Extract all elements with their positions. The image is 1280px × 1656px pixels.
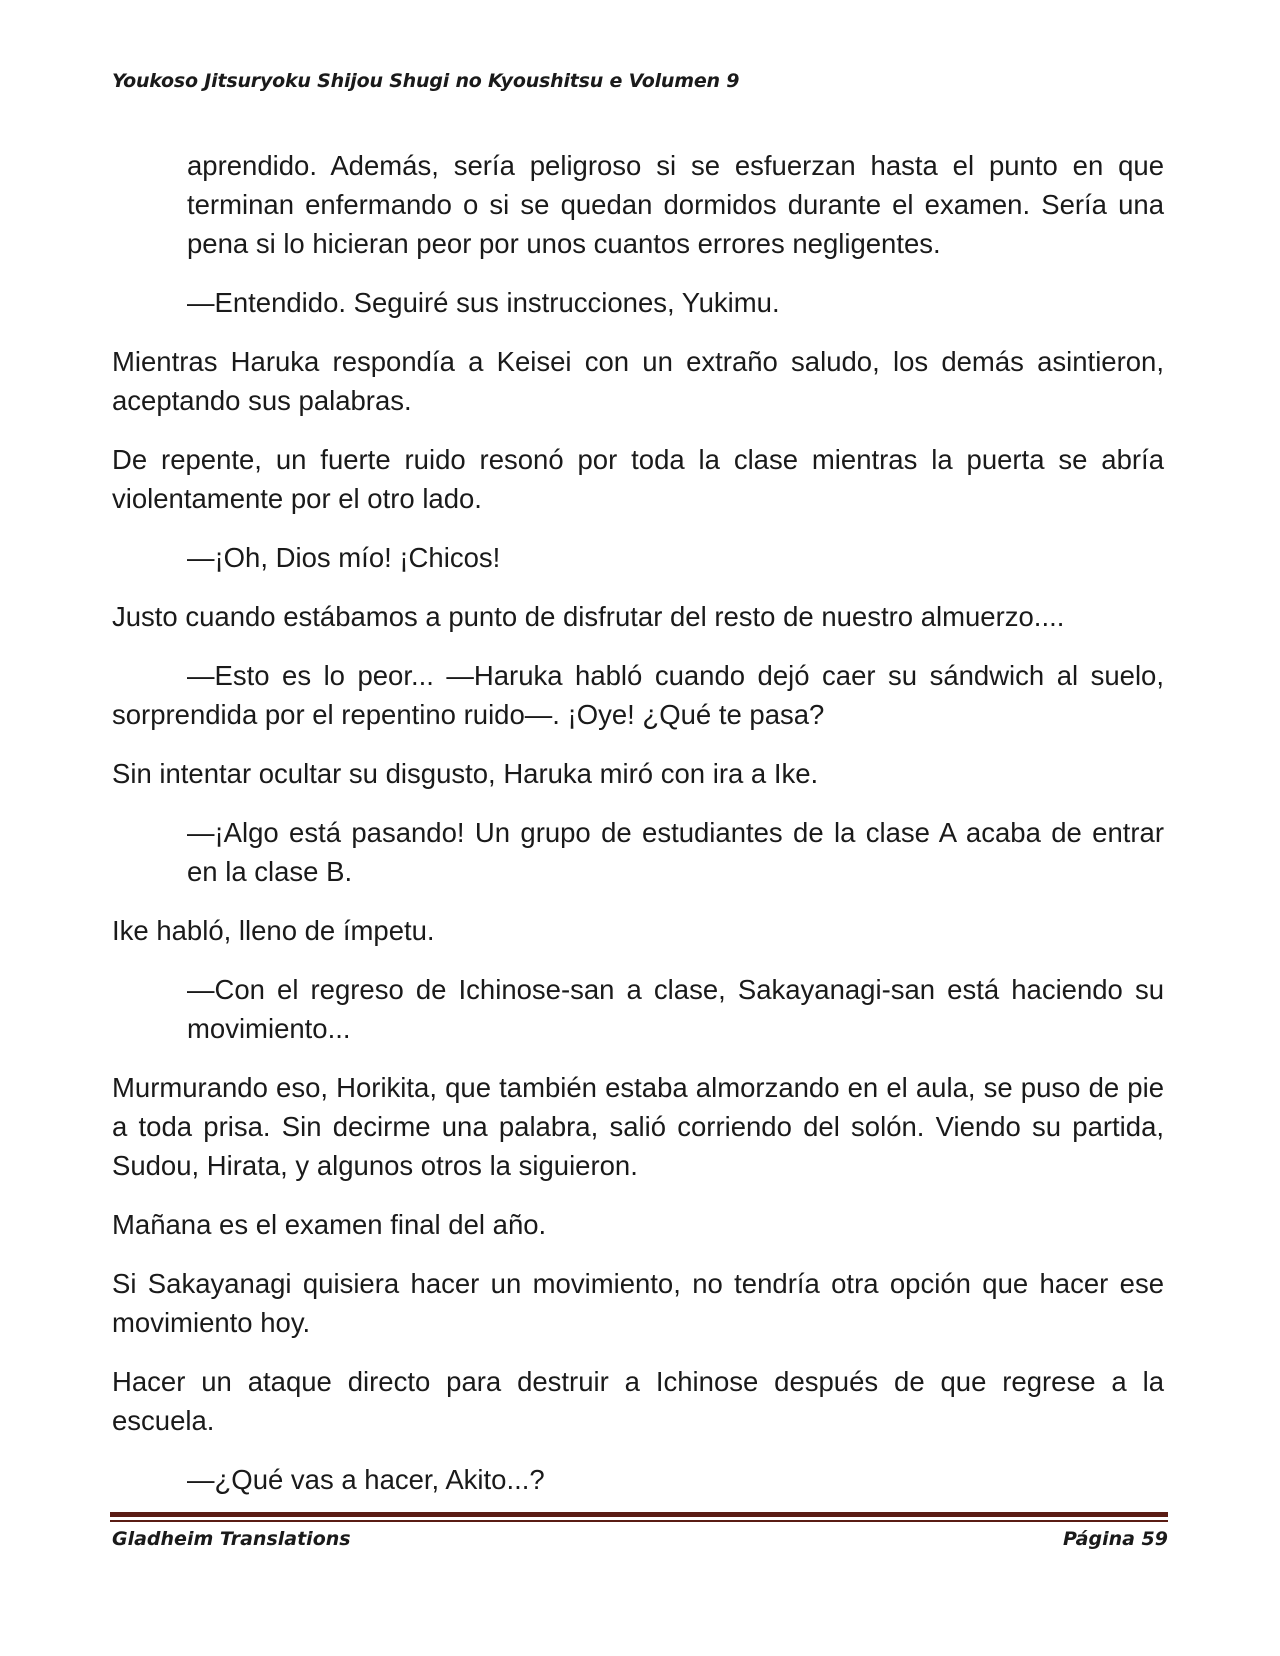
page-number: Página 59 <box>1062 1528 1168 1550</box>
paragraph: De repente, un fuerte ruido resonó por toda la clase mientras la puerta se abría violentamente por el otro lado. <box>112 444 1164 514</box>
paragraph: aprendido. Además, sería peligroso si se esfuerzan hasta el punto en que terminan enfermando o si se quedan dormidos durante el examen. Sería una pena si lo hicieran peor por unos cuantos errores negligentes. <box>187 150 1164 259</box>
body-text <box>112 146 1164 1519</box>
paragraph: —Esto es lo peor... —Haruka habló cuando dejó caer su sándwich al suelo, sorprendida por el repentino ruido—. ¡Oye! ¿Qué te pasa? <box>112 660 1164 730</box>
footer-rule-thin <box>110 1520 1168 1522</box>
paragraph: Si Sakayanagi quisiera hacer un movimiento, no tendría otra opción que hacer ese movimiento hoy. <box>112 1268 1164 1338</box>
paragraph: —Entendido. Seguiré sus instrucciones, Yukimu. <box>187 287 780 318</box>
paragraph: —¡Algo está pasando! Un grupo de estudiantes de la clase A acaba de entrar en la clase B. <box>187 817 1164 887</box>
running-header: Youkoso Jitsuryoku Shijou Shugi no Kyoushitsu e Volumen 9 <box>112 70 740 92</box>
footer-rule-thick <box>110 1512 1168 1517</box>
paragraph: Justo cuando estábamos a punto de disfrutar del resto de nuestro almuerzo.... <box>112 601 1065 632</box>
paragraph: —¡Oh, Dios mío! ¡Chicos! <box>187 542 501 573</box>
paragraph: Murmurando eso, Horikita, que también estaba almorzando en el aula, se puso de pie a toda prisa. Sin decirme una palabra, salió corriendo del solón. Viendo su partida, Sudou, Hirata, y algunos otros la siguieron. <box>112 1072 1164 1181</box>
paragraph: —¿Qué vas a hacer, Akito...? <box>187 1464 545 1495</box>
paragraph: Mañana es el examen final del año. <box>112 1209 547 1240</box>
paragraph: Sin intentar ocultar su disgusto, Haruka miró con ira a Ike. <box>112 758 819 789</box>
paragraph: Ike habló, lleno de ímpetu. <box>112 915 435 946</box>
paragraph: Hacer un ataque directo para destruir a Ichinose después de que regrese a la escuela. <box>112 1366 1164 1436</box>
footer-credit: Gladheim Translations <box>112 1528 351 1550</box>
paragraph: —Con el regreso de Ichinose-san a clase, Sakayanagi-san está haciendo su movimiento... <box>187 974 1164 1044</box>
paragraph: Mientras Haruka respondía a Keisei con un extraño saludo, los demás asintieron, aceptando sus palabras. <box>112 346 1164 416</box>
